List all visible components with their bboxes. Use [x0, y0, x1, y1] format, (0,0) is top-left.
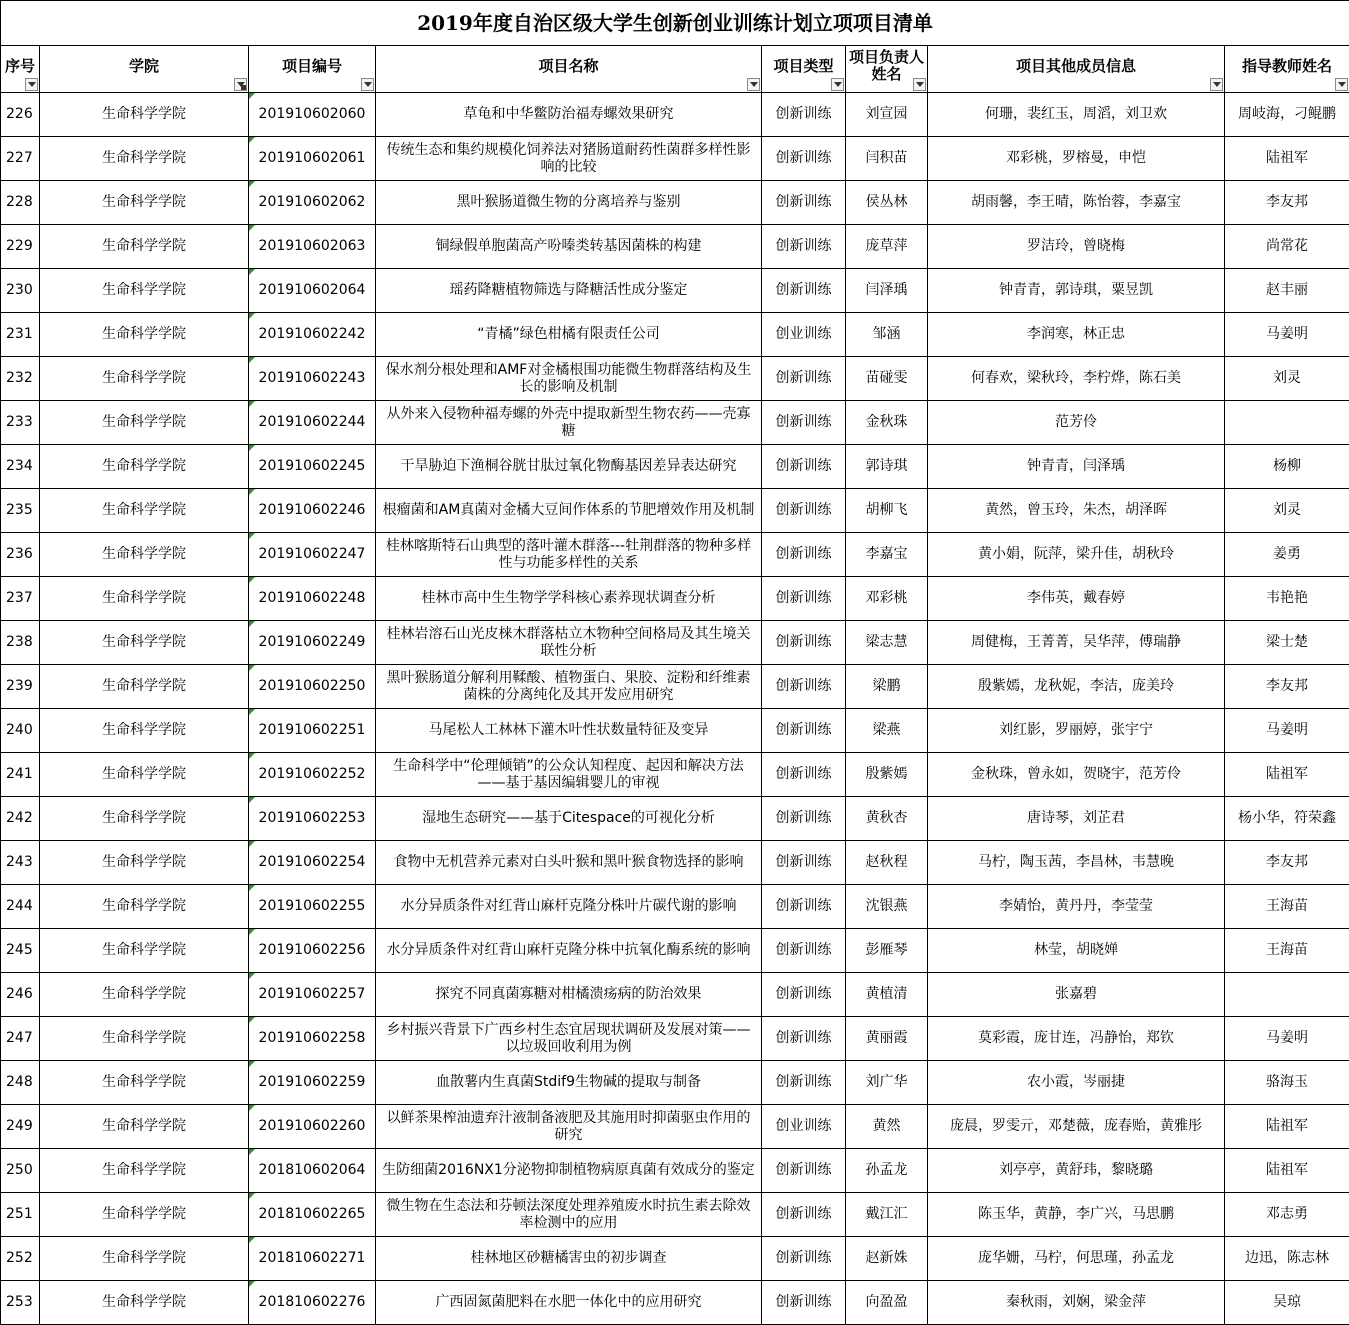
- cell-members[interactable]: 钟青青，郭诗琪，粟昱凯: [928, 269, 1225, 313]
- cell-teacher[interactable]: 邓志勇: [1225, 1193, 1349, 1237]
- cell-project-name[interactable]: 传统生态和集约规模化饲养法对猪肠道耐药性菌群多样性影响的比较: [376, 137, 762, 181]
- cell-leader[interactable]: 孙孟龙: [846, 1149, 928, 1193]
- cell-project-name[interactable]: 微生物在生态法和芬顿法深度处理养殖废水时抗生素去除效率检测中的应用: [376, 1193, 762, 1237]
- cell-college[interactable]: 生命科学学院: [40, 137, 249, 181]
- cell-seq[interactable]: 253: [1, 1281, 40, 1325]
- cell-code[interactable]: 201910602254: [249, 841, 376, 885]
- cell-members[interactable]: 钟青青，闫泽瑀: [928, 445, 1225, 489]
- cell-project-type[interactable]: 创新训练: [762, 1237, 846, 1281]
- cell-teacher[interactable]: 李友邦: [1225, 181, 1349, 225]
- cell-code[interactable]: 201910602246: [249, 489, 376, 533]
- table-row: [1, 401, 1349, 445]
- cell-members[interactable]: 邓彩桃，罗榕曼，申恺: [928, 137, 1225, 181]
- cell-seq[interactable]: 231: [1, 313, 40, 357]
- cell-leader[interactable]: 苗碰雯: [846, 357, 928, 401]
- cell-leader[interactable]: 沈银燕: [846, 885, 928, 929]
- cell-college[interactable]: 生命科学学院: [40, 929, 249, 973]
- cell-project-type[interactable]: 创新训练: [762, 445, 846, 489]
- cell-leader[interactable]: 闫泽瑀: [846, 269, 928, 313]
- table-row: [1, 225, 1349, 269]
- cell-college[interactable]: 生命科学学院: [40, 841, 249, 885]
- filter-dropdown-icon[interactable]: [1210, 78, 1223, 91]
- cell-leader[interactable]: 侯丛林: [846, 181, 928, 225]
- cell-code[interactable]: 201910602064: [249, 269, 376, 313]
- sheet-title: 2019年度自治区级大学生创新创业训练计划立项项目清单: [1, 1, 1349, 46]
- cell-project-name[interactable]: 水分异质条件对红背山麻杆克隆分株中抗氧化酶系统的影响: [376, 929, 762, 973]
- cell-code[interactable]: 201910602260: [249, 1105, 376, 1149]
- cell-college[interactable]: 生命科学学院: [40, 973, 249, 1017]
- table-row: [1, 93, 1349, 137]
- cell-college[interactable]: 生命科学学院: [40, 269, 249, 313]
- cell-college[interactable]: 生命科学学院: [40, 181, 249, 225]
- cell-teacher[interactable]: 梁士楚: [1225, 621, 1349, 665]
- cell-teacher[interactable]: 杨柳: [1225, 445, 1349, 489]
- cell-seq[interactable]: 247: [1, 1017, 40, 1061]
- cell-code[interactable]: 201910602243: [249, 357, 376, 401]
- cell-seq[interactable]: 242: [1, 797, 40, 841]
- cell-teacher[interactable]: 李友邦: [1225, 841, 1349, 885]
- cell-code[interactable]: 201910602257: [249, 973, 376, 1017]
- cell-project-name[interactable]: 生命科学中“伦理倾销”的公众认知程度、起因和解决方法——基于基因编辑婴儿的审视: [376, 753, 762, 797]
- cell-teacher[interactable]: 王海苗: [1225, 885, 1349, 929]
- cell-leader[interactable]: 黄秋杏: [846, 797, 928, 841]
- cell-leader[interactable]: 黄然: [846, 1105, 928, 1149]
- cell-teacher[interactable]: 姜勇: [1225, 533, 1349, 577]
- cell-seq[interactable]: 238: [1, 621, 40, 665]
- table-row: [1, 665, 1349, 709]
- table-row: [1, 797, 1349, 841]
- cell-teacher[interactable]: 陆祖军: [1225, 137, 1349, 181]
- cell-project-type[interactable]: 创新训练: [762, 621, 846, 665]
- cell-code[interactable]: 201810602265: [249, 1193, 376, 1237]
- cell-seq[interactable]: 240: [1, 709, 40, 753]
- cell-teacher[interactable]: 赵丰丽: [1225, 269, 1349, 313]
- cell-project-type[interactable]: 创新训练: [762, 93, 846, 137]
- cell-project-name[interactable]: 铜绿假单胞菌高产吩嗪类转基因菌株的构建: [376, 225, 762, 269]
- cell-code[interactable]: 201910602061: [249, 137, 376, 181]
- cell-members[interactable]: 莫彩霞，庞甘连，冯静怡，郑钦: [928, 1017, 1225, 1061]
- filter-dropdown-icon[interactable]: [25, 78, 38, 91]
- cell-teacher[interactable]: 王海苗: [1225, 929, 1349, 973]
- header-leader: 项目负责人姓名: [846, 46, 928, 93]
- cell-code[interactable]: 201910602250: [249, 665, 376, 709]
- cell-members[interactable]: 殷紫嫣，龙秋妮，李洁，庞美玲: [928, 665, 1225, 709]
- cell-leader[interactable]: 赵新姝: [846, 1237, 928, 1281]
- table-row: [1, 577, 1349, 621]
- table-row: [1, 137, 1349, 181]
- cell-leader[interactable]: 黄丽霞: [846, 1017, 928, 1061]
- cell-college[interactable]: 生命科学学院: [40, 357, 249, 401]
- table-row: [1, 709, 1349, 753]
- cell-members[interactable]: 何珊，裴红玉，周滔，刘卫欢: [928, 93, 1225, 137]
- cell-teacher[interactable]: 骆海玉: [1225, 1061, 1349, 1105]
- cell-leader[interactable]: 邹涵: [846, 313, 928, 357]
- cell-project-type[interactable]: 创新训练: [762, 709, 846, 753]
- cell-code[interactable]: 201910602060: [249, 93, 376, 137]
- cell-project-name[interactable]: 乡村振兴背景下广西乡村生态宜居现状调研及发展对策——以垃圾回收利用为例: [376, 1017, 762, 1061]
- cell-members[interactable]: 林莹，胡晓婵: [928, 929, 1225, 973]
- cell-members[interactable]: 金秋珠，曾永如，贺晓宇，范芳伶: [928, 753, 1225, 797]
- cell-teacher[interactable]: 马姜明: [1225, 1017, 1349, 1061]
- cell-project-type[interactable]: 创新训练: [762, 1061, 846, 1105]
- cell-project-type[interactable]: 创新训练: [762, 181, 846, 225]
- cell-code[interactable]: 201910602063: [249, 225, 376, 269]
- cell-project-name[interactable]: 桂林市高中生生物学学科核心素养现状调查分析: [376, 577, 762, 621]
- cell-project-name[interactable]: 瑶药降糖植物筛选与降糖活性成分鉴定: [376, 269, 762, 313]
- cell-leader[interactable]: 殷紫嫣: [846, 753, 928, 797]
- cell-seq[interactable]: 235: [1, 489, 40, 533]
- cell-project-type[interactable]: 创新训练: [762, 269, 846, 313]
- cell-project-type[interactable]: 创新训练: [762, 357, 846, 401]
- cell-seq[interactable]: 245: [1, 929, 40, 973]
- header-code: 项目编号: [249, 46, 376, 93]
- table-row: [1, 445, 1349, 489]
- cell-leader[interactable]: 庞草萍: [846, 225, 928, 269]
- cell-project-type[interactable]: 创新训练: [762, 577, 846, 621]
- cell-college[interactable]: 生命科学学院: [40, 225, 249, 269]
- cell-seq[interactable]: 236: [1, 533, 40, 577]
- cell-leader[interactable]: 邓彩桃: [846, 577, 928, 621]
- table-row: [1, 1017, 1349, 1061]
- header-college: 学院: [40, 46, 249, 93]
- cell-members[interactable]: 农小霞，岑丽捷: [928, 1061, 1225, 1105]
- cell-members[interactable]: 李伟英，戴春婷: [928, 577, 1225, 621]
- cell-project-name[interactable]: 生防细菌2016NX1分泌物抑制植物病原真菌有效成分的鉴定: [376, 1149, 762, 1193]
- cell-teacher[interactable]: 陆祖军: [1225, 1149, 1349, 1193]
- table-row: [1, 1061, 1349, 1105]
- cell-leader[interactable]: 梁燕: [846, 709, 928, 753]
- cell-code[interactable]: 201910602062: [249, 181, 376, 225]
- header-seq: 序号: [1, 46, 40, 93]
- cell-code[interactable]: 201910602251: [249, 709, 376, 753]
- table-row: [1, 533, 1349, 577]
- cell-college[interactable]: 生命科学学院: [40, 533, 249, 577]
- cell-project-name[interactable]: 血散薯内生真菌Stdif9生物碱的提取与制备: [376, 1061, 762, 1105]
- cell-project-type[interactable]: 创新训练: [762, 885, 846, 929]
- cell-project-name[interactable]: “青橘”绿色柑橘有限责任公司: [376, 313, 762, 357]
- cell-project-type[interactable]: 创新训练: [762, 973, 846, 1017]
- cell-members[interactable]: 唐诗琴，刘芷君: [928, 797, 1225, 841]
- cell-project-type[interactable]: 创新训练: [762, 665, 846, 709]
- table-row: [1, 1149, 1349, 1193]
- table-row: [1, 313, 1349, 357]
- cell-college[interactable]: 生命科学学院: [40, 489, 249, 533]
- cell-project-type[interactable]: 创新训练: [762, 137, 846, 181]
- cell-members[interactable]: 李婧怡，黄丹丹，李莹莹: [928, 885, 1225, 929]
- table-row: [1, 1193, 1349, 1237]
- cell-code[interactable]: 201910602252: [249, 753, 376, 797]
- cell-members[interactable]: 张嘉碧: [928, 973, 1225, 1017]
- cell-code[interactable]: 201810602064: [249, 1149, 376, 1193]
- filter-dropdown-icon[interactable]: [1335, 78, 1348, 91]
- cell-teacher[interactable]: 陆祖军: [1225, 1105, 1349, 1149]
- cell-college[interactable]: 生命科学学院: [40, 885, 249, 929]
- cell-members[interactable]: 李润寒，林正忠: [928, 313, 1225, 357]
- cell-college[interactable]: 生命科学学院: [40, 621, 249, 665]
- cell-leader[interactable]: 闫积苗: [846, 137, 928, 181]
- table-row: [1, 489, 1349, 533]
- cell-project-type[interactable]: 创新训练: [762, 929, 846, 973]
- cell-seq[interactable]: 241: [1, 753, 40, 797]
- cell-seq[interactable]: 246: [1, 973, 40, 1017]
- cell-teacher[interactable]: 刘灵: [1225, 357, 1349, 401]
- cell-leader[interactable]: 刘宣园: [846, 93, 928, 137]
- cell-code[interactable]: 201910602258: [249, 1017, 376, 1061]
- cell-leader[interactable]: 李嘉宝: [846, 533, 928, 577]
- table-row: [1, 357, 1349, 401]
- cell-seq[interactable]: 228: [1, 181, 40, 225]
- cell-leader[interactable]: 胡柳飞: [846, 489, 928, 533]
- cell-college[interactable]: 生命科学学院: [40, 1061, 249, 1105]
- cell-code[interactable]: 201910602248: [249, 577, 376, 621]
- cell-college[interactable]: 生命科学学院: [40, 445, 249, 489]
- cell-code[interactable]: 201910602259: [249, 1061, 376, 1105]
- cell-teacher[interactable]: 边迅，陈志林: [1225, 1237, 1349, 1281]
- cell-leader[interactable]: 戴江汇: [846, 1193, 928, 1237]
- table-row: [1, 1105, 1349, 1149]
- cell-teacher[interactable]: 李友邦: [1225, 665, 1349, 709]
- cell-project-name[interactable]: 水分异质条件对红背山麻杆克隆分株叶片碳代谢的影响: [376, 885, 762, 929]
- cell-teacher[interactable]: 刘灵: [1225, 489, 1349, 533]
- cell-seq[interactable]: 239: [1, 665, 40, 709]
- table-row: [1, 621, 1349, 665]
- header-teacher: 指导教师姓名: [1225, 46, 1349, 93]
- cell-project-type[interactable]: 创新训练: [762, 225, 846, 269]
- filter-dropdown-icon[interactable]: [747, 78, 760, 91]
- cell-code[interactable]: 201810602271: [249, 1237, 376, 1281]
- cell-code[interactable]: 201910602245: [249, 445, 376, 489]
- cell-project-name[interactable]: 桂林岩溶石山光皮梾木群落枯立木物种空间格局及其生境关联性分析: [376, 621, 762, 665]
- cell-project-name[interactable]: 桂林地区砂糖橘害虫的初步调查: [376, 1237, 762, 1281]
- cell-project-type[interactable]: 创新训练: [762, 1193, 846, 1237]
- cell-seq[interactable]: 249: [1, 1105, 40, 1149]
- cell-code[interactable]: 201910602256: [249, 929, 376, 973]
- cell-college[interactable]: 生命科学学院: [40, 797, 249, 841]
- cell-project-type[interactable]: 创新训练: [762, 1017, 846, 1061]
- cell-members[interactable]: 秦秋雨，刘娴，梁金萍: [928, 1281, 1225, 1325]
- cell-members[interactable]: 范芳伶: [928, 401, 1225, 445]
- cell-project-type[interactable]: 创新训练: [762, 841, 846, 885]
- cell-project-name[interactable]: 以鲜茶果榨油遗弃汁液制备液肥及其施用时抑菌驱虫作用的研究: [376, 1105, 762, 1149]
- cell-code[interactable]: 201910602242: [249, 313, 376, 357]
- cell-teacher[interactable]: 马姜明: [1225, 709, 1349, 753]
- table-row: [1, 1281, 1349, 1325]
- cell-project-type[interactable]: 创业训练: [762, 313, 846, 357]
- cell-seq[interactable]: 250: [1, 1149, 40, 1193]
- cell-teacher[interactable]: 尚常花: [1225, 225, 1349, 269]
- cell-code[interactable]: 201910602255: [249, 885, 376, 929]
- cell-leader[interactable]: 梁鹏: [846, 665, 928, 709]
- cell-seq[interactable]: 233: [1, 401, 40, 445]
- cell-code[interactable]: 201910602249: [249, 621, 376, 665]
- table-row: [1, 885, 1349, 929]
- cell-college[interactable]: 生命科学学院: [40, 577, 249, 621]
- cell-teacher[interactable]: [1225, 401, 1349, 445]
- cell-seq[interactable]: 237: [1, 577, 40, 621]
- table-row: [1, 181, 1349, 225]
- cell-teacher[interactable]: 陆祖军: [1225, 753, 1349, 797]
- cell-members[interactable]: 何春欢，梁秋玲，李柠烨，陈石美: [928, 357, 1225, 401]
- cell-project-name[interactable]: 草龟和中华鳖防治福寿螺效果研究: [376, 93, 762, 137]
- cell-college[interactable]: 生命科学学院: [40, 401, 249, 445]
- table-row: [1, 1237, 1349, 1281]
- cell-teacher[interactable]: 马姜明: [1225, 313, 1349, 357]
- cell-project-name[interactable]: 探究不同真菌寡糖对柑橘溃疡病的防治效果: [376, 973, 762, 1017]
- cell-code[interactable]: 201910602247: [249, 533, 376, 577]
- cell-members[interactable]: 刘亭亭，黄舒玮，黎晓璐: [928, 1149, 1225, 1193]
- cell-project-name[interactable]: 广西固氮菌肥料在水肥一体化中的应用研究: [376, 1281, 762, 1325]
- cell-project-name[interactable]: 马尾松人工林林下灌木叶性状数量特征及变异: [376, 709, 762, 753]
- cell-members[interactable]: 胡雨馨，李王晴，陈怡蓉，李嘉宝: [928, 181, 1225, 225]
- filter-dropdown-icon[interactable]: [913, 78, 926, 91]
- table-row: [1, 929, 1349, 973]
- cell-seq[interactable]: 248: [1, 1061, 40, 1105]
- cell-code[interactable]: 201910602244: [249, 401, 376, 445]
- cell-seq[interactable]: 251: [1, 1193, 40, 1237]
- cell-college[interactable]: 生命科学学院: [40, 313, 249, 357]
- cell-seq[interactable]: 227: [1, 137, 40, 181]
- cell-project-type[interactable]: 创新训练: [762, 489, 846, 533]
- table-row: [1, 269, 1349, 313]
- header-members: 项目其他成员信息: [928, 46, 1225, 93]
- cell-leader[interactable]: 郭诗琪: [846, 445, 928, 489]
- header-row: [1, 46, 1349, 93]
- filter-dropdown-icon[interactable]: [361, 78, 374, 91]
- cell-members[interactable]: 周健梅，王菁菁，吴华萍，傅瑞静: [928, 621, 1225, 665]
- cell-code[interactable]: 201910602253: [249, 797, 376, 841]
- cell-project-name[interactable]: 保水剂分根处理和AMF对金橘根围功能微生物群落结构及生长的影响及机制: [376, 357, 762, 401]
- cell-project-type[interactable]: 创新训练: [762, 1149, 846, 1193]
- cell-members[interactable]: 黄然，曾玉玲，朱杰，胡泽晖: [928, 489, 1225, 533]
- cell-leader[interactable]: 刘广华: [846, 1061, 928, 1105]
- cell-members[interactable]: 黄小娟，阮萍，梁升佳，胡秋玲: [928, 533, 1225, 577]
- cell-project-name[interactable]: 干旱胁迫下渔桐谷胱甘肽过氧化物酶基因差异表达研究: [376, 445, 762, 489]
- cell-college[interactable]: 生命科学学院: [40, 1237, 249, 1281]
- cell-members[interactable]: 陈玉华，黄静，李广兴，马思鹏: [928, 1193, 1225, 1237]
- filter-dropdown-icon[interactable]: [831, 78, 844, 91]
- cell-seq[interactable]: 252: [1, 1237, 40, 1281]
- cell-project-type[interactable]: 创新训练: [762, 1281, 846, 1325]
- cell-teacher[interactable]: 韦艳艳: [1225, 577, 1349, 621]
- cell-code[interactable]: 201810602276: [249, 1281, 376, 1325]
- cell-seq[interactable]: 226: [1, 93, 40, 137]
- cell-seq[interactable]: 229: [1, 225, 40, 269]
- cell-seq[interactable]: 234: [1, 445, 40, 489]
- cell-project-name[interactable]: 湿地生态研究——基于Citespace的可视化分析: [376, 797, 762, 841]
- header-name: 项目名称: [376, 46, 762, 93]
- cell-teacher[interactable]: 周岐海，刁鲲鹏: [1225, 93, 1349, 137]
- cell-members[interactable]: 刘红影，罗丽婷，张宇宁: [928, 709, 1225, 753]
- cell-leader[interactable]: 向盈盈: [846, 1281, 928, 1325]
- table-row: [1, 973, 1349, 1017]
- cell-college[interactable]: 生命科学学院: [40, 709, 249, 753]
- cell-teacher[interactable]: 杨小华，符荣鑫: [1225, 797, 1349, 841]
- cell-project-name[interactable]: 黑叶猴肠道分解利用鞣酸、植物蛋白、果胶、淀粉和纤维素菌株的分离纯化及其开发应用研究: [376, 665, 762, 709]
- cell-seq[interactable]: 230: [1, 269, 40, 313]
- cell-college[interactable]: 生命科学学院: [40, 753, 249, 797]
- cell-project-type[interactable]: 创新训练: [762, 401, 846, 445]
- cell-college[interactable]: 生命科学学院: [40, 93, 249, 137]
- cell-project-type[interactable]: 创业训练: [762, 1105, 846, 1149]
- cell-college[interactable]: 生命科学学院: [40, 665, 249, 709]
- cell-college[interactable]: 生命科学学院: [40, 1017, 249, 1061]
- cell-members[interactable]: 庞晨，罗雯亓，邓楚薇，庞春贻，黄雅彤: [928, 1105, 1225, 1149]
- table-row: [1, 841, 1349, 885]
- cell-leader[interactable]: 赵秋程: [846, 841, 928, 885]
- cell-leader[interactable]: 金秋珠: [846, 401, 928, 445]
- cell-college[interactable]: 生命科学学院: [40, 1193, 249, 1237]
- cell-seq[interactable]: 244: [1, 885, 40, 929]
- cell-leader[interactable]: 彭雁琴: [846, 929, 928, 973]
- cell-teacher[interactable]: 吴琼: [1225, 1281, 1349, 1325]
- cell-project-type[interactable]: 创新训练: [762, 797, 846, 841]
- cell-college[interactable]: 生命科学学院: [40, 1149, 249, 1193]
- cell-members[interactable]: 马柠，陶玉茜，李昌林，韦慧晚: [928, 841, 1225, 885]
- cell-project-type[interactable]: 创新训练: [762, 533, 846, 577]
- filter-active-icon[interactable]: [234, 78, 247, 91]
- cell-project-name[interactable]: 根瘤菌和AM真菌对金橘大豆间作体系的节肥增效作用及机制: [376, 489, 762, 533]
- cell-project-name[interactable]: 黑叶猴肠道微生物的分离培养与鉴别: [376, 181, 762, 225]
- header-type: 项目类型: [762, 46, 846, 93]
- cell-project-name[interactable]: 从外来入侵物种福寿螺的外壳中提取新型生物农药——壳寡糖: [376, 401, 762, 445]
- cell-teacher[interactable]: [1225, 973, 1349, 1017]
- cell-members[interactable]: 罗洁玲，曾晓梅: [928, 225, 1225, 269]
- cell-seq[interactable]: 232: [1, 357, 40, 401]
- cell-project-name[interactable]: 桂林喀斯特石山典型的落叶灌木群落---牡荆群落的物种多样性与功能多样性的关系: [376, 533, 762, 577]
- cell-members[interactable]: 庞华姗，马柠，何思瑾，孙孟龙: [928, 1237, 1225, 1281]
- table-row: [1, 753, 1349, 797]
- cell-leader[interactable]: 梁志慧: [846, 621, 928, 665]
- cell-project-type[interactable]: 创新训练: [762, 753, 846, 797]
- cell-seq[interactable]: 243: [1, 841, 40, 885]
- cell-college[interactable]: 生命科学学院: [40, 1281, 249, 1325]
- cell-leader[interactable]: 黄植清: [846, 973, 928, 1017]
- cell-college[interactable]: 生命科学学院: [40, 1105, 249, 1149]
- cell-project-name[interactable]: 食物中无机营养元素对白头叶猴和黑叶猴食物选择的影响: [376, 841, 762, 885]
